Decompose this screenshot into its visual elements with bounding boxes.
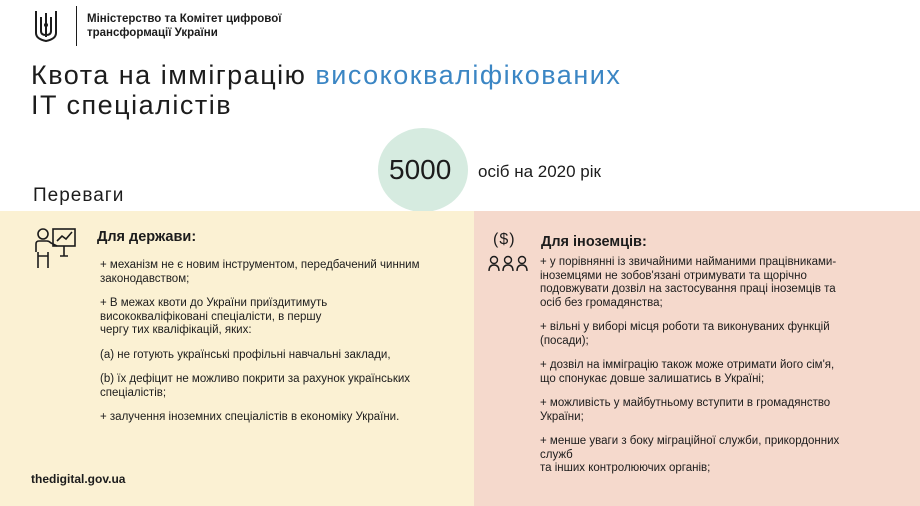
list-item: + менше уваги з боку міграційної служби, прикордонних служб та інших контролюючих органів;: [540, 435, 840, 474]
quota-caption: осіб на 2020 рік: [478, 162, 601, 181]
list-item: (b) їх дефіцит не можливо покрити за рахунок українських спеціалістів;: [100, 373, 411, 399]
title-part1: Квота на імміграцію: [31, 60, 316, 90]
ministry-line-1: Міністерство та Комітет цифрової: [87, 13, 282, 25]
title-line2: IT спеціалістів: [31, 90, 233, 120]
ministry-line-2: трансформації України: [87, 27, 218, 39]
list-item: + дозвіл на імміграцію також може отримати його сім'я, що спонукає довше залишатись в Україні;: [540, 359, 835, 385]
quota-number: 5000: [389, 154, 452, 185]
foreigners-title: Для іноземців:: [541, 234, 647, 250]
page-title: [31, 60, 621, 120]
state-title: Для держави:: [97, 229, 197, 245]
list-item: + можливість у майбутньому вступити в громадянство України;: [540, 397, 831, 423]
people-group-icon: [488, 254, 528, 272]
presenter-chart-icon: [33, 226, 77, 270]
list-item: + вільні у виборі місця роботи та виконуваних функцій (посади);: [540, 321, 830, 347]
list-item: (а) не готують українські профільні навчальні заклади,: [100, 348, 391, 361]
trident-icon: [26, 6, 77, 46]
foreigners-benefits-list: [540, 256, 895, 487]
dollar-icon: ($): [493, 231, 516, 248]
section-heading: Переваги: [33, 185, 125, 206]
list-item: + у порівнянні із звичайними найманими працівниками- іноземцями не зобов'язані отримувати та щорічно подовжувати дозвіл на застосування праці іноземців та осіб без громадянства;: [540, 256, 837, 309]
header: [26, 6, 281, 46]
footer-url[interactable]: thedigital.gov.ua: [31, 472, 126, 486]
ministry-name: [87, 12, 281, 40]
list-item: + залучення іноземних спеціалістів в економіку України.: [100, 411, 400, 423]
state-benefits-list: [100, 259, 470, 436]
list-item: + механізм не є новим інструментом, передбачений чинним законодавством;: [100, 259, 420, 285]
title-accent: висококваліфікованих: [315, 60, 622, 90]
list-item: + В межах квоти до України приїздитимуть висококваліфіковані спеціалісти, в першу чергу тих кваліфікацій, яких:: [100, 297, 328, 336]
